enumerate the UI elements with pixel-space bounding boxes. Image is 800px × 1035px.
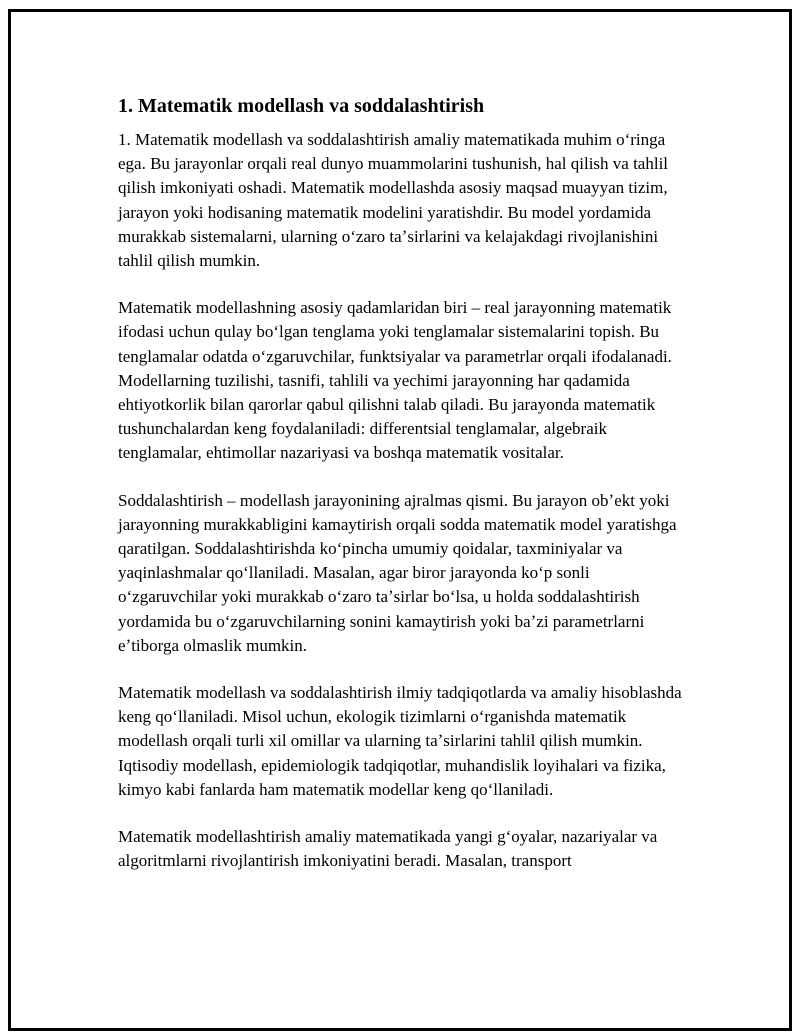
paragraph-5: Matematik modellashtirish amaliy matematikada yangi gʻoyalar, nazariyalar va algoritmlarni rivojlantirish imkoniyatini beradi. Masalan, transport: [118, 827, 658, 871]
paragraph-1: 1. Matematik modellash va soddalashtirish amaliy matematikada muhim oʻringa ega. Bu jarayonlar orqali real dunyo muammolarini tushunish, hal qilish va tahlil qilish imkoniyati oshadi. Matematik modellashda asosiy maqsad muayyan tizim, jarayon yoki hodisaning matematik modelini yaratishdir. Bu model yordamida murakkab sistemalarni, ularning oʻzaro taʼsirlarini va kelajakdagi rivojlanishini tahlil qilish mumkin.: [118, 130, 669, 271]
paragraph-2: Matematik modellashning asosiy qadamlaridan biri – real jarayonning matematik ifodasi uchun qulay boʻlgan tenglama yoki tenglamalar sistemalarini topish. Bu tenglamalar odatda oʻzgaruvchilar, funktsiyalar va parametrlar orqali ifodalanadi. Modellarning tuzilishi, tasnifi, tahlili va yechimi jarayonning har qadamida ehtiyotkorlik bilan qarorlar qabul qilishni talab qiladi. Bu jarayonda matematik tushunchalardan keng foydalaniladi: differentsial tenglamalar, algebraik tenglamalar, ehtimollar nazariyasi va boshqa matematik vositalar.: [118, 298, 672, 463]
paragraph-4: Matematik modellash va soddalashtirish ilmiy tadqiqotlarda va amaliy hisoblashda keng qoʻllaniladi. Misol uchun, ekologik tizimlarni oʻrganishda matematik modellash orqali turli xil omillar va ularning taʼsirlarini tahlil qilish mumkin. Iqtisodiy modellash, epidemiologik tadqiqotlar, muhandislik loyihalari va fizika, kimyo kabi fanlarda ham matematik modellar keng qoʻllaniladi.: [118, 683, 682, 799]
section-heading: 1. Matematik modellash va soddalashtirish: [118, 95, 485, 117]
document-body: [118, 92, 686, 896]
paragraph-3: Soddalashtirish – modellash jarayonining ajralmas qismi. Bu jarayon obʼekt yoki jarayonning murakkabligini kamaytirish orqali sodda matematik model yaratishga qaratilgan. Soddalashtirishda koʻpincha umumiy qoidalar, taxminiyalar va yaqinlashmalar qoʻllaniladi. Masalan, agar biror jarayonda koʻp sonli oʻzgaruvchilar yoki murakkab oʻzaro taʼsirlar boʻlsa, u holda soddalashtirish yordamida bu oʻzgaruvchilarning sonini kamaytirish yoki baʼzi parametrlarni eʼtiborga olmaslik mumkin.: [118, 490, 677, 655]
